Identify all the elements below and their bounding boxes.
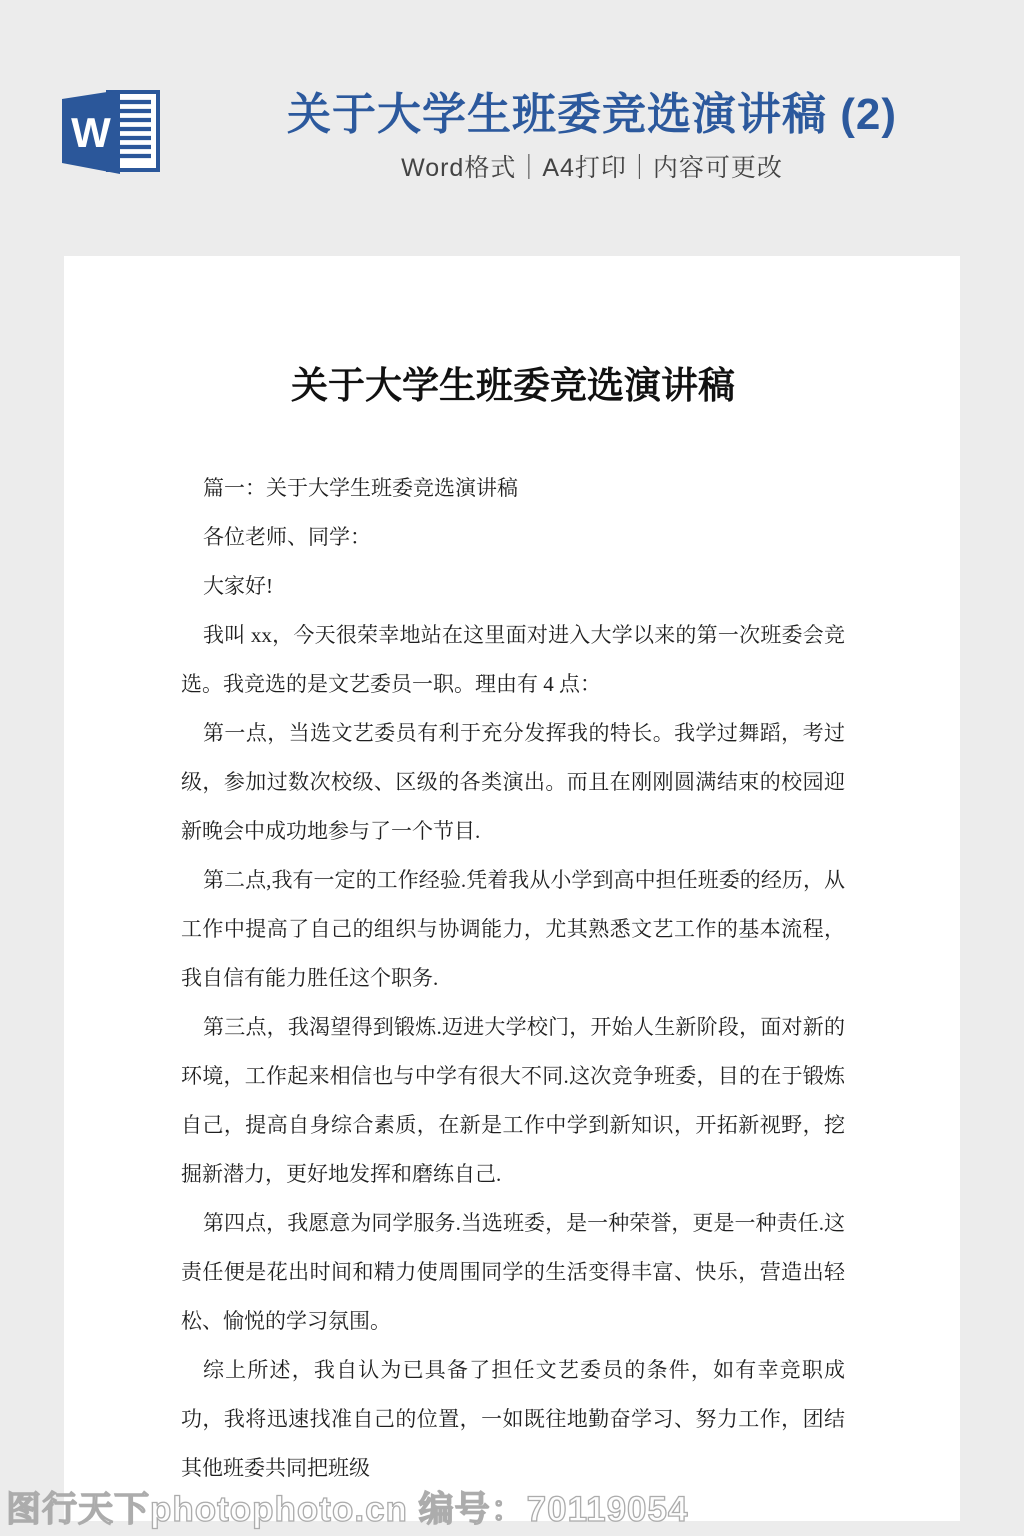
- document-paragraph: 各位老师、同学：: [203, 525, 371, 549]
- word-icon: [62, 90, 162, 174]
- header-text-block: [170, 86, 1014, 184]
- template-header: [0, 0, 1024, 256]
- document-paragraph: 第三点，我渴望得到锻炼.迈进大学校门，开始人生新阶段，面对新的环境，工作起来相信也与中学有很大不同.这次竞争班委，目的在于锻炼自己，提高自身综合素质，在新是工作中学到新知识，开拓新视野，挖掘新潜力，更好地发挥和磨练自己.: [181, 1015, 845, 1186]
- template-title: 关于大学生班委竞选演讲稿 (2): [287, 90, 897, 139]
- document-paragraph: 篇一：关于大学生班委竞选演讲稿: [203, 476, 518, 500]
- document-body: [181, 464, 845, 1493]
- document-page-inner: [64, 256, 960, 1493]
- document-page: [64, 256, 960, 1521]
- word-icon-lines: [116, 102, 151, 156]
- template-format-info: Word格式｜A4打印｜内容可更改: [401, 154, 783, 182]
- document-paragraph: 综上所述，我自认为已具备了担任文艺委员的条件，如有幸竞职成功，我将迅速找准自己的位置，一如既往地勤奋学习、努力工作，团结其他班委共同把班级: [181, 1358, 845, 1480]
- document-paragraph: 第二点,我有一定的工作经验.凭着我从小学到高中担任班委的经历，从工作中提高了自己的组织与协调能力，尤其熟悉文艺工作的基本流程，我自信有能力胜任这个职务.: [181, 868, 845, 990]
- document-paragraph: 第四点，我愿意为同学服务.当选班委，是一种荣誉，更是一种责任.这责任便是花出时间和精力使周围同学的生活变得丰富、快乐，营造出轻松、愉悦的学习氛围。: [181, 1211, 845, 1333]
- document-paragraph: 第一点，当选文艺委员有利于充分发挥我的特长。我学过舞蹈，考过级，参加过数次校级、区级的各类演出。而且在刚刚圆满结束的校园迎新晚会中成功地参与了一个节目.: [181, 721, 845, 843]
- word-icon-letter: W: [71, 109, 111, 156]
- document-paragraph: 大家好!: [203, 574, 273, 598]
- document-paragraph: 我叫 xx，今天很荣幸地站在这里面对进入大学以来的第一次班委会竞选。我竞选的是文艺委员一职。理由有 4 点：: [181, 623, 845, 696]
- document-title: 关于大学生班委竞选演讲稿: [291, 366, 735, 407]
- watermark: 图行天下photophoto.cn 编号：70119054: [6, 1490, 689, 1529]
